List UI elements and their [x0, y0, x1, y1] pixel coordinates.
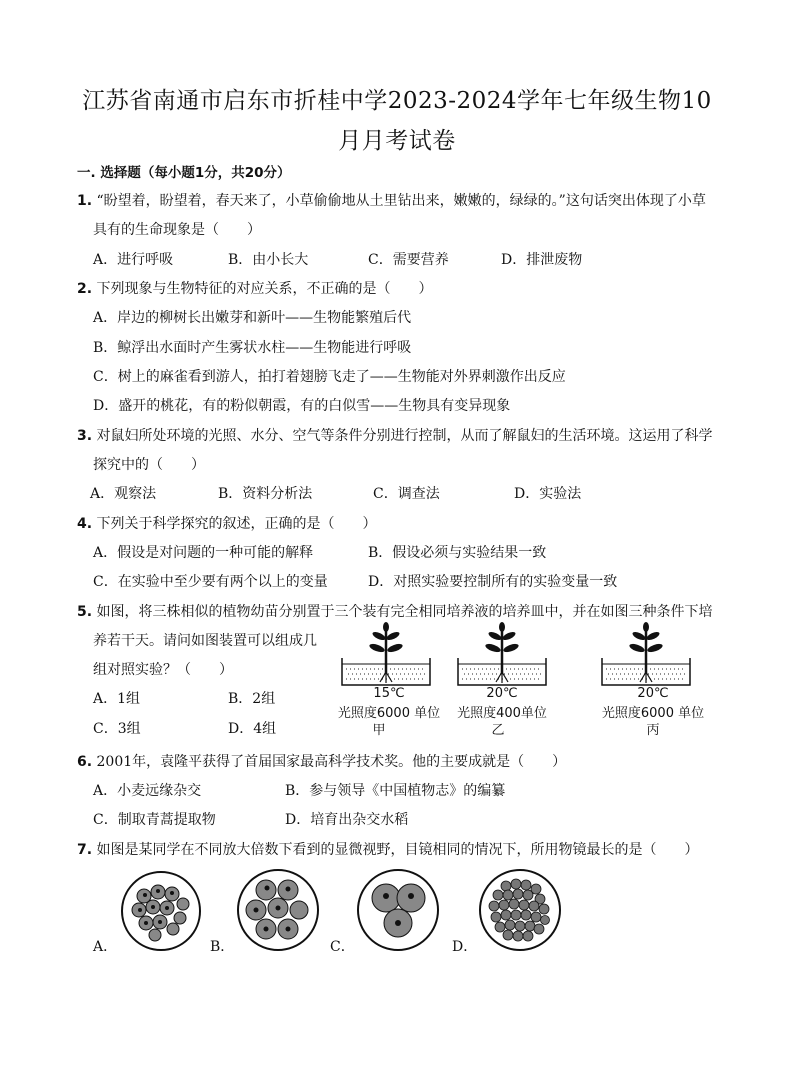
- option-a[interactable]: A．: [93, 939, 118, 955]
- question-text-cont: 组对照实验？（ ）: [93, 662, 233, 678]
- question-7: [77, 839, 699, 859]
- setup-jia-light: 光照度6000 单位: [337, 706, 441, 721]
- seedling-setups-figure: [330, 622, 720, 688]
- option-d[interactable]: D．: [452, 939, 478, 955]
- question-text: 对鼠妇所处环境的光照、水分、空气等条件分别进行控制，从而了解鼠妇的生活环境。这运用了科学: [96, 428, 713, 444]
- question-number: 5.: [77, 604, 93, 620]
- option-a[interactable]: A．岸边的柳树长出嫩芽和新叶——生物能繁殖后代: [93, 310, 412, 326]
- setup-yi-temp: 20℃: [486, 686, 518, 701]
- option-a[interactable]: A．小麦远缘杂交: [93, 783, 202, 799]
- setup-bing-light: 光照度6000 单位: [601, 706, 705, 721]
- option-a[interactable]: A．1组: [93, 691, 141, 707]
- microscope-field-c: [356, 868, 440, 952]
- option-b[interactable]: B．假设必须与实验结果一致: [368, 545, 547, 561]
- setup-jia-label: 甲: [372, 723, 386, 738]
- dish-yi: [458, 622, 546, 685]
- option-b[interactable]: B．资料分析法: [218, 486, 313, 502]
- question-6: [77, 751, 566, 771]
- option-a[interactable]: A．观察法: [90, 486, 157, 502]
- section-heading: 一. 选择题（每小题1分，共20分）: [77, 165, 291, 181]
- option-b[interactable]: B．: [210, 939, 235, 955]
- question-text-cont: 探究中的（ ）: [93, 457, 205, 473]
- question-text: 下列关于科学探究的叙述，正确的是（ ）: [96, 516, 377, 532]
- question-3: [77, 425, 713, 445]
- question-number: 7.: [77, 842, 93, 858]
- dish-bing: [602, 622, 690, 685]
- question-number: 6.: [77, 754, 93, 770]
- question-2: [77, 278, 433, 298]
- question-number: 4.: [77, 516, 93, 532]
- setup-bing-label: 丙: [646, 723, 660, 738]
- microscope-field-a: [120, 870, 202, 952]
- option-b[interactable]: B．鲸浮出水面时产生雾状水柱——生物能进行呼吸: [93, 340, 412, 356]
- option-d[interactable]: D．对照实验要控制所有的实验变量一致: [368, 574, 618, 590]
- setup-bing-temp: 20℃: [637, 686, 669, 701]
- question-text-cont: 养若干天。请问如图装置可以组成几: [93, 633, 317, 649]
- option-d[interactable]: D．4组: [228, 721, 277, 737]
- question-text: 如图是某同学在不同放大倍数下看到的显微视野，目镜相同的情况下，所用物镜最长的是（ ）: [96, 842, 699, 858]
- question-text: 如图，将三株相似的植物幼苗分别置于三个装有完全相同培养液的培养皿中，并在如图三种条件下培: [96, 604, 713, 620]
- question-number: 3.: [77, 428, 93, 444]
- option-a[interactable]: A．进行呼吸: [93, 252, 174, 268]
- option-c[interactable]: C．树上的麻雀看到游人，拍打着翅膀飞走了——生物能对外界刺激作出反应: [93, 369, 566, 385]
- option-c[interactable]: C．调查法: [373, 486, 440, 502]
- question-text: 2001年，袁隆平获得了首届国家最高科学技术奖。他的主要成就是（ ）: [96, 754, 567, 770]
- question-text-cont: 具有的生命现象是（ ）: [93, 222, 261, 238]
- option-d[interactable]: D．培育出杂交水稻: [285, 812, 409, 828]
- option-b[interactable]: B．参与领导《中国植物志》的编纂: [285, 783, 506, 799]
- setup-jia-temp: 15℃: [373, 686, 405, 701]
- question-text: “盼望着，盼望着，春天来了，小草偷偷地从土里钻出来，嫩嫩的，绿绿的。”这句话突出体现了小草: [96, 193, 706, 209]
- question-text: 下列现象与生物特征的对应关系，不正确的是（ ）: [96, 281, 433, 297]
- option-c[interactable]: C．在实验中至少要有两个以上的变量: [93, 574, 328, 590]
- exam-title-line2: 月月考试卷: [338, 128, 456, 154]
- setup-yi-light: 光照度400单位: [457, 706, 547, 721]
- option-b[interactable]: B．2组: [228, 691, 276, 707]
- option-d[interactable]: D．实验法: [514, 486, 582, 502]
- option-b[interactable]: B．由小长大: [228, 252, 309, 268]
- dish-jia: [342, 622, 430, 685]
- question-4: [77, 513, 377, 533]
- option-d[interactable]: D．排泄废物: [501, 252, 583, 268]
- question-5: [77, 601, 713, 621]
- microscope-field-b: [236, 868, 320, 952]
- setup-yi-label: 乙: [491, 723, 505, 738]
- option-a[interactable]: A．假设是对问题的一种可能的解释: [93, 545, 314, 561]
- option-c[interactable]: C．制取青蒿提取物: [93, 812, 216, 828]
- question-number: 1.: [77, 193, 93, 209]
- option-c[interactable]: C．3组: [93, 721, 141, 737]
- option-d[interactable]: D．盛开的桃花，有的粉似朝霞，有的白似雪——生物具有变异现象: [93, 398, 511, 414]
- option-c[interactable]: C．: [330, 939, 355, 955]
- exam-title-line1: 江苏省南通市启东市折桂中学2023-2024学年七年级生物10: [82, 88, 712, 114]
- option-c[interactable]: C．需要营养: [368, 252, 449, 268]
- question-1: [77, 190, 706, 210]
- microscope-field-d: [478, 868, 562, 952]
- question-number: 2.: [77, 281, 93, 297]
